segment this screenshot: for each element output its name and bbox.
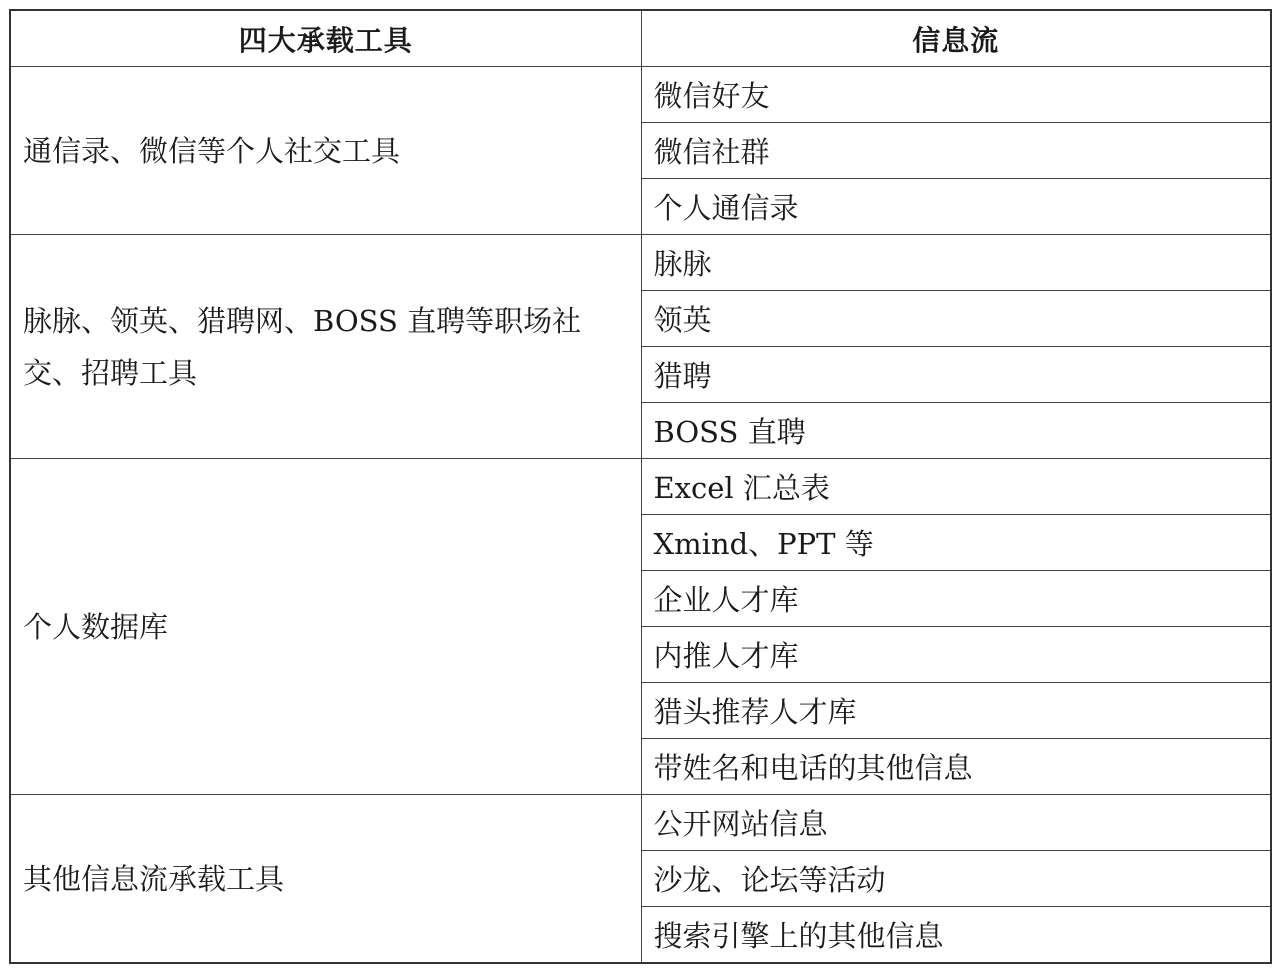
info-cell: Xmind、PPT 等 xyxy=(641,515,1271,571)
info-cell: 带姓名和电话的其他信息 xyxy=(641,739,1271,795)
info-cell: 个人通信录 xyxy=(641,179,1271,235)
category-cell: 脉脉、领英、猎聘网、BOSS 直聘等职场社交、招聘工具 xyxy=(10,235,641,459)
category-cell: 个人数据库 xyxy=(10,459,641,795)
info-cell: 公开网站信息 xyxy=(641,795,1271,851)
info-cell: 沙龙、论坛等活动 xyxy=(641,851,1271,907)
info-cell: 搜索引擎上的其他信息 xyxy=(641,907,1271,964)
category-cell: 其他信息流承载工具 xyxy=(10,795,641,964)
info-cell: 领英 xyxy=(641,291,1271,347)
header-info-flow: 信息流 xyxy=(641,10,1271,67)
header-row xyxy=(10,10,1271,67)
info-cell: 脉脉 xyxy=(641,235,1271,291)
info-cell: Excel 汇总表 xyxy=(641,459,1271,515)
category-cell: 通信录、微信等个人社交工具 xyxy=(10,67,641,235)
table-row xyxy=(10,67,1271,123)
tools-table-container xyxy=(9,9,1270,964)
table-row xyxy=(10,795,1271,851)
info-cell: 猎聘 xyxy=(641,347,1271,403)
table-row xyxy=(10,459,1271,515)
table-row xyxy=(10,235,1271,291)
tools-info-table xyxy=(9,9,1272,964)
info-cell: 企业人才库 xyxy=(641,571,1271,627)
info-cell: 内推人才库 xyxy=(641,627,1271,683)
info-cell: 猎头推荐人才库 xyxy=(641,683,1271,739)
info-cell: BOSS 直聘 xyxy=(641,403,1271,459)
info-cell: 微信社群 xyxy=(641,123,1271,179)
header-tools: 四大承载工具 xyxy=(10,10,641,67)
info-cell: 微信好友 xyxy=(641,67,1271,123)
